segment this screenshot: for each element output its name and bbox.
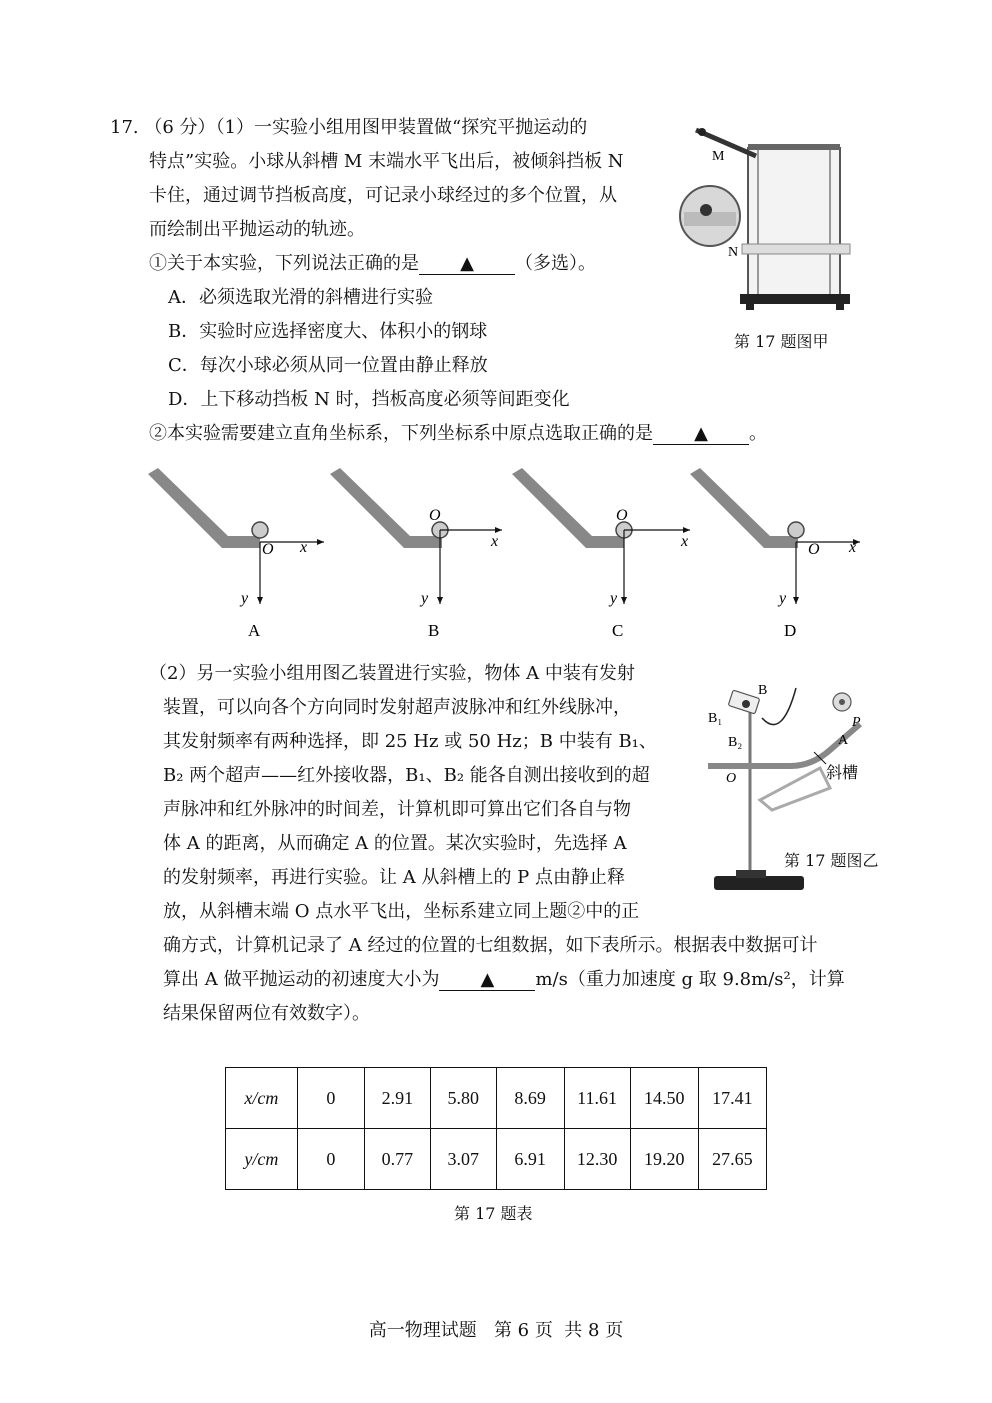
table-cell: 12.30 — [564, 1129, 630, 1190]
table-row-x — [226, 1068, 767, 1129]
label-m: M — [712, 149, 725, 164]
coord-b-label: B — [428, 621, 440, 640]
coord-option-a — [148, 468, 324, 640]
part2-line11: 结果保留两位有效数字）。 — [163, 1003, 370, 1024]
figure-jia — [676, 118, 856, 318]
figure-yi — [702, 680, 892, 905]
q2-answer-blank[interactable]: ▲ — [653, 424, 749, 445]
coordinate-options — [140, 462, 880, 642]
option-a: A．必须选取光滑的斜槽进行实验 — [168, 287, 433, 308]
part1-line3: 卡住，通过调节挡板高度，可记录小球经过的多个位置，从 — [149, 185, 617, 206]
coord-d-y: y — [779, 590, 787, 607]
table-cell: 19.20 — [630, 1129, 698, 1190]
coord-option-c — [512, 468, 690, 640]
question-number-score — [110, 116, 587, 140]
table-row-y — [226, 1129, 767, 1190]
table-caption: 第 17 题表 — [454, 1204, 533, 1223]
coord-a-origin: O — [262, 541, 274, 558]
table-cell: 11.61 — [564, 1068, 630, 1129]
table-header-x: x/cm — [226, 1068, 298, 1129]
part2-line9: 确方式，计算机记录了 A 经过的位置的七组数据，如下表所示。根据表中数据可计 — [163, 935, 818, 956]
option-c: C．每次小球必须从同一位置由静止释放 — [168, 355, 488, 376]
coord-c-x: x — [681, 533, 689, 550]
table-cell: 5.80 — [430, 1068, 496, 1129]
data-table — [225, 1067, 767, 1190]
coord-d-origin: O — [808, 541, 820, 558]
part1-line1: （1）一实验小组用图甲装置做“探究平抛运动的 — [215, 117, 588, 138]
label-b2: B₂ — [728, 735, 743, 750]
part2-q-prefix: 算出 A 做平抛运动的初速度大小为 — [163, 969, 440, 990]
figure-jia-caption: 第 17 题图甲 — [734, 332, 829, 351]
coord-c-y: y — [610, 590, 618, 607]
part2-line2: 装置，可以向各个方向同时发射超声波脉冲和红外线脉冲， — [163, 697, 631, 718]
coord-a-label: A — [248, 621, 261, 640]
part2-line1: （2）另一实验小组用图乙装置进行实验，物体 A 中装有发射 — [149, 663, 635, 684]
option-d: D．上下移动挡板 N 时，挡板高度必须等间距变化 — [168, 389, 570, 410]
apparatus-jia-illustration — [676, 118, 856, 318]
table-cell: 0 — [297, 1068, 364, 1129]
label-o: O — [726, 771, 737, 786]
coord-option-b — [330, 468, 502, 640]
table-cell: 3.07 — [430, 1129, 496, 1190]
table-cell: 14.50 — [630, 1068, 698, 1129]
coord-d-label: D — [784, 621, 797, 640]
table-header-y: y/cm — [226, 1129, 298, 1190]
part1-line4: 而绘制出平抛运动的轨迹。 — [149, 219, 365, 240]
option-b: B．实验时应选择密度大、体积小的钢球 — [168, 321, 488, 342]
figure-yi-caption: 第 17 题图乙 — [784, 851, 879, 870]
part2-line8: 放，从斜槽末端 O 点水平飞出，坐标系建立同上题②中的正 — [163, 901, 640, 922]
page-footer: 高一物理试题 第 6 页 共 8 页 — [368, 1320, 624, 1341]
table-cell: 0 — [297, 1129, 364, 1190]
label-b: B — [758, 683, 768, 698]
q1-answer-blank[interactable]: ▲ — [419, 254, 515, 275]
label-b1: B₁ — [708, 711, 723, 726]
q1-prefix: ①关于本实验，下列说法正确的是 — [149, 253, 419, 274]
label-a: A — [838, 733, 849, 748]
coord-a-y: y — [241, 590, 249, 607]
table-cell: 8.69 — [496, 1068, 564, 1129]
table-cell: 17.41 — [698, 1068, 766, 1129]
velocity-answer-blank[interactable]: ▲ — [439, 970, 535, 991]
part2-line5: 声脉冲和红外脉冲的时间差，计算机即可算出它们各自与物 — [163, 799, 631, 820]
coord-option-d — [690, 468, 860, 640]
coordinate-options-svg — [140, 462, 880, 642]
question-score: （6 分） — [144, 117, 216, 138]
coord-d-x: x — [849, 539, 857, 556]
part1-line2: 特点”实验。小球从斜槽 M 末端水平飞出后，被倾斜挡板 N — [149, 151, 624, 172]
label-p: P — [852, 715, 861, 730]
part2-line7: 的发射频率，再进行实验。让 A 从斜槽上的 P 点由静止释 — [163, 867, 625, 888]
part2-line10 — [163, 968, 845, 992]
q1-suffix: （多选）。 — [515, 253, 596, 274]
part2-q-suffix: m/s（重力加速度 g 取 9.8m/s²，计算 — [535, 969, 845, 990]
coord-b-origin: O — [429, 507, 441, 524]
coord-c-origin: O — [616, 507, 628, 524]
label-n: N — [728, 245, 739, 260]
q2-suffix: 。 — [749, 423, 767, 444]
table-cell: 27.65 — [698, 1129, 766, 1190]
table-cell: 0.77 — [364, 1129, 430, 1190]
part1-question2 — [149, 422, 767, 446]
table-cell: 6.91 — [496, 1129, 564, 1190]
part1-question1 — [149, 252, 596, 276]
question-number: 17. — [110, 117, 139, 138]
part2-line3: 其发射频率有两种选择，即 25 Hz 或 50 Hz；B 中装有 B₁、 — [163, 731, 657, 752]
coord-a-x: x — [300, 539, 308, 556]
coord-b-y: y — [421, 590, 429, 607]
apparatus-yi-illustration — [702, 680, 892, 905]
q2-prefix: ②本实验需要建立直角坐标系，下列坐标系中原点选取正确的是 — [149, 423, 653, 444]
table-cell: 2.91 — [364, 1068, 430, 1129]
part2-line6: 体 A 的距离，从而确定 A 的位置。某次实验时，先选择 A — [163, 833, 627, 854]
coord-b-x: x — [491, 533, 499, 550]
label-slot: 斜槽 — [826, 765, 859, 782]
part2-line4: B₂ 两个超声——红外接收器，B₁、B₂ 能各自测出接收到的超 — [163, 765, 650, 786]
coord-c-label: C — [612, 621, 624, 640]
